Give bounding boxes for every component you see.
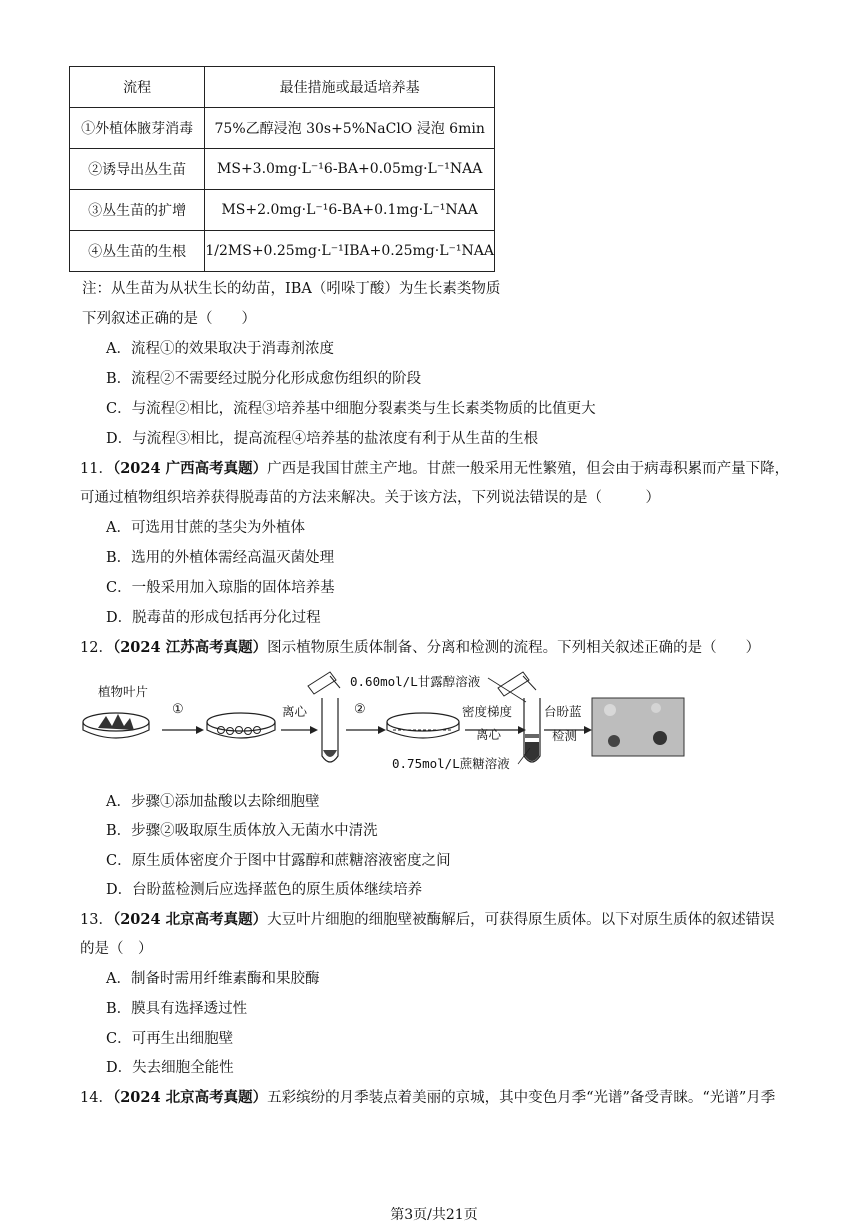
q11-line2: 可通过植物组织培养获得脱毒苗的方法来解决。关于该方法，下列说法错误的是（ ）	[80, 490, 660, 506]
protoplast-figure	[78, 668, 698, 780]
q14-number: 14．	[80, 1090, 113, 1106]
q11-line1	[80, 457, 789, 478]
q12-number: 12．	[80, 640, 113, 656]
q13-number: 13．	[80, 912, 113, 928]
q13-option-b: B．膜具有选择透过性	[106, 1001, 248, 1017]
petri-dish-wash	[387, 713, 459, 738]
table-cell: ④丛生苗的生根	[70, 231, 205, 272]
q12-text: 图示植物原生质体制备、分离和检测的流程。下列相关叙述正确的是（ ）	[267, 640, 761, 656]
q11-option-c: C．一般采用加入琼脂的固体培养基	[106, 580, 335, 596]
label-step2: ②	[354, 702, 366, 717]
label-centrifuge2: 离心	[476, 727, 502, 742]
pipette-2	[498, 672, 536, 696]
micrograph	[592, 698, 684, 756]
page-footer: 第3页/共21页	[390, 1207, 478, 1223]
pipette-1	[308, 672, 340, 694]
table-note: 注：从生苗为从状生长的幼苗，IBA（吲哚丁酸）为生长素类物质	[82, 281, 501, 297]
q11-text: 广西是我国甘蔗主产地。甘蔗一般采用无性繁殖，但会由于病毒积累而产量下降，	[267, 461, 790, 477]
label-mannitol: 0.60mol/L甘露醇溶液	[350, 674, 481, 689]
q14-text: 五彩缤纷的月季装点着美丽的京城，其中变色月季“光谱”备受青睐。“光谱”月季	[267, 1090, 776, 1106]
q11-option-a: A．可选用甘蔗的茎尖为外植体	[106, 520, 305, 536]
table-cell: ②诱导出丛生苗	[70, 149, 205, 190]
q13-source: （2024 北京高考真题）	[112, 911, 268, 928]
q13-option-c: C．可再生出细胞壁	[106, 1031, 234, 1047]
table-row	[70, 149, 495, 190]
table-header: 流程	[70, 67, 205, 108]
table-cell: MS+2.0mg·L⁻¹6-BA+0.1mg·L⁻¹NAA	[205, 190, 495, 231]
q10-option-c: C．与流程②相比，流程③培养基中细胞分裂素类与生长素类物质的比值更大	[106, 401, 596, 417]
q10-option-b: B．流程②不需要经过脱分化形成愈伤组织的阶段	[106, 371, 422, 387]
table-cell: ③丛生苗的扩增	[70, 190, 205, 231]
q12-option-d: D．台盼蓝检测后应选择蓝色的原生质体继续培养	[106, 882, 423, 898]
q13-text: 大豆叶片细胞的细胞壁被酶解后，可获得原生质体。以下对原生质体的叙述错误	[267, 912, 775, 928]
table-row	[70, 231, 495, 272]
label-sucrose: 0.75mol/L蔗糖溶液	[392, 756, 510, 771]
q12-option-a: A．步骤①添加盐酸以去除细胞壁	[106, 794, 320, 810]
q10-stem: 下列叙述正确的是（ ）	[82, 311, 256, 327]
q11-option-b: B．选用的外植体需经高温灭菌处理	[106, 550, 335, 566]
q11-option-d: D．脱毒苗的形成包括再分化过程	[106, 610, 321, 626]
q13-line1	[80, 908, 775, 929]
table-cell: MS+3.0mg·L⁻¹6-BA+0.05mg·L⁻¹NAA	[205, 149, 495, 190]
table-cell: 75%乙醇浸泡 30s+5%NaClO 浸泡 6min	[205, 108, 495, 149]
test-tube-1	[322, 698, 338, 762]
table-header: 最佳措施或最适培养基	[205, 67, 495, 108]
q12-option-b: B．步骤②吸取原生质体放入无菌水中清洗	[106, 823, 378, 839]
q12-option-c: C．原生质体密度介于图中甘露醇和蔗糖溶液密度之间	[106, 853, 451, 869]
process-table	[69, 66, 495, 272]
q13-line2: 的是（ ）	[80, 941, 153, 957]
table-row	[70, 190, 495, 231]
q12-source: （2024 江苏高考真题）	[112, 639, 268, 656]
petri-dish-cells	[207, 713, 275, 738]
q11-source: （2024 广西高考真题）	[112, 460, 268, 477]
q11-number: 11．	[80, 461, 113, 477]
label-leaf: 植物叶片	[98, 684, 149, 699]
label-detect: 检测	[552, 728, 578, 743]
table-cell: ①外植体腋芽消毒	[70, 108, 205, 149]
table-row	[70, 108, 495, 149]
table-cell: 1/2MS+0.25mg·L⁻¹IBA+0.25mg·L⁻¹NAA	[205, 231, 495, 272]
q14-source: （2024 北京高考真题）	[112, 1089, 268, 1106]
label-gradient: 密度梯度	[462, 704, 513, 719]
table-header-row	[70, 67, 495, 108]
q10-option-d: D．与流程③相比，提高流程④培养基的盐浓度有利于从生苗的生根	[106, 431, 539, 447]
q12-line1	[80, 636, 760, 657]
label-centrifuge: 离心	[282, 704, 308, 719]
q14-line1	[80, 1086, 775, 1107]
petri-dish-leaf	[83, 713, 149, 738]
label-step1: ①	[172, 702, 184, 717]
label-stain: 台盼蓝	[544, 704, 582, 719]
q13-option-a: A．制备时需用纤维素酶和果胶酶	[106, 971, 320, 987]
q13-option-d: D．失去细胞全能性	[106, 1060, 234, 1076]
q10-option-a: A．流程①的效果取决于消毒剂浓度	[106, 341, 334, 357]
